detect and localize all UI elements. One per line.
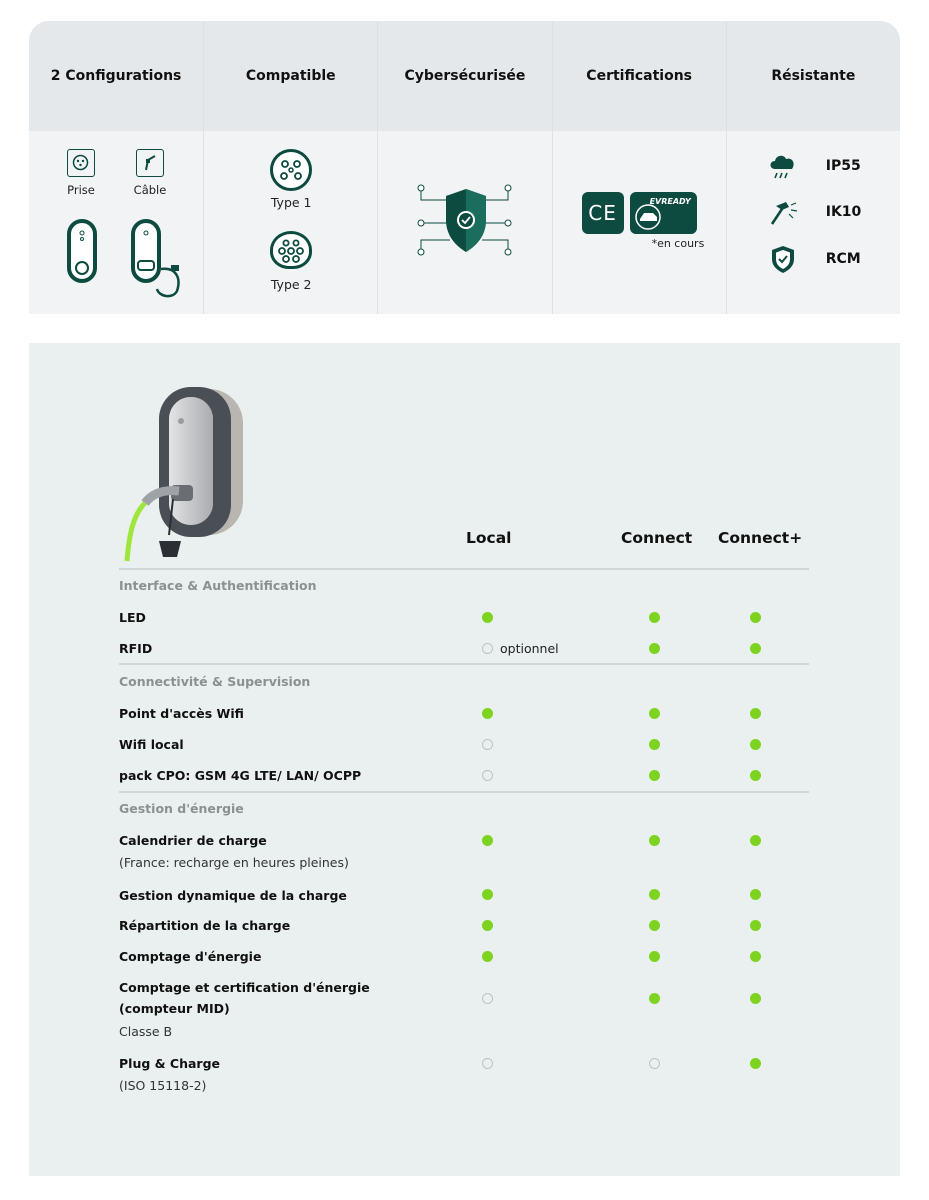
- cyber-shield-icon: [414, 184, 518, 264]
- row-rfid-label: RFID: [119, 641, 153, 656]
- status-dot-included: [750, 993, 761, 1004]
- section-title: Interface & Authentification: [119, 578, 317, 593]
- rcm-row: [767, 243, 861, 275]
- row-calendrier-sub: (France: recharge en heures pleines): [119, 855, 349, 870]
- row-comptage-mid-label-2: (compteur MID): [119, 1001, 230, 1016]
- status-dot-included: [649, 993, 660, 1004]
- status-dot-included: [750, 889, 761, 900]
- status-dot-not-included: [482, 739, 493, 750]
- header-cybersecurisee: [377, 21, 551, 131]
- status-dot-included: [750, 951, 761, 962]
- type2-label: Type 2: [270, 277, 312, 292]
- row-wifi-ap-label: Point d'accès Wifi: [119, 706, 244, 721]
- shield-check-icon: [767, 243, 799, 275]
- status-dot-included: [649, 920, 660, 931]
- status-dot-included: [750, 708, 761, 719]
- status-dot-not-included: [649, 1058, 660, 1069]
- evready-label: EVREADY: [649, 197, 691, 206]
- status-dot-not-included: [482, 770, 493, 781]
- status-dot-included: [750, 612, 761, 623]
- status-dot-included: [649, 739, 660, 750]
- resistante-cell: [726, 131, 900, 314]
- row-plug-charge-sub: (ISO 15118-2): [119, 1078, 207, 1093]
- cable-icon: [136, 149, 164, 177]
- cable-wire-icon: [147, 249, 187, 299]
- status-dot-included: [649, 708, 660, 719]
- configurations-cell: [29, 131, 203, 314]
- status-dot-included: [750, 835, 761, 846]
- status-dot-included: [750, 643, 761, 654]
- status-dot-included: [750, 920, 761, 931]
- prise-label: Prise: [67, 183, 95, 197]
- ik10-label: IK10: [825, 204, 862, 220]
- hammer-impact-icon: [767, 197, 799, 227]
- status-dot-included: [482, 889, 493, 900]
- certifications-cell: [552, 131, 726, 314]
- header-label: 2 Configurations: [50, 68, 182, 84]
- status-dot-included: [649, 770, 660, 781]
- compatible-cell: [203, 131, 377, 314]
- header-label: Compatible: [245, 68, 336, 84]
- row-comptage-mid-sub: Classe B: [119, 1024, 173, 1039]
- status-dot-included: [750, 770, 761, 781]
- row-wifi-local-label: Wifi local: [119, 737, 184, 752]
- ik10-row: [767, 197, 862, 227]
- rcm-label: RCM: [825, 251, 861, 267]
- header-compatible: [203, 21, 377, 131]
- divider: [119, 568, 809, 570]
- status-dot-optional: [482, 643, 493, 654]
- features-header: [29, 21, 900, 131]
- evready-logo-icon: [630, 192, 697, 234]
- row-gestion-dynamique-label: Gestion dynamique de la charge: [119, 888, 347, 903]
- certification-note: *en cours: [651, 237, 705, 250]
- status-dot-included: [482, 835, 493, 846]
- header-label: Cybersécurisée: [404, 68, 526, 84]
- status-dot-included: [482, 920, 493, 931]
- socket-icon: [67, 149, 95, 177]
- divider: [119, 791, 809, 793]
- features-body: [29, 131, 900, 314]
- header-configurations: [29, 21, 203, 131]
- charger-product-image: [121, 385, 251, 565]
- row-pack-cpo-label: pack CPO: GSM 4G LTE/ LAN/ OCPP: [119, 768, 362, 783]
- header-resistante: [726, 21, 900, 131]
- type2-plug-icon: [270, 231, 312, 269]
- row-plug-charge-label: Plug & Charge: [119, 1056, 220, 1071]
- section-title: Connectivité & Supervision: [119, 674, 311, 689]
- status-dot-included: [750, 739, 761, 750]
- status-dot-not-included: [482, 993, 493, 1004]
- status-dot-included: [482, 612, 493, 623]
- ip55-row: [767, 151, 861, 181]
- status-dot-included: [649, 643, 660, 654]
- comparison-panel: [29, 343, 900, 1176]
- status-dot-included: [750, 1058, 761, 1069]
- status-dot-included: [649, 612, 660, 623]
- ip55-label: IP55: [825, 158, 861, 174]
- header-certifications: [552, 21, 726, 131]
- row-repartition-label: Répartition de la charge: [119, 918, 291, 933]
- cybersecurite-cell: [377, 131, 551, 314]
- row-led-label: LED: [119, 610, 146, 625]
- rain-cloud-icon: [767, 151, 799, 181]
- row-comptage-label: Comptage d'énergie: [119, 949, 262, 964]
- header-label: Résistante: [771, 68, 856, 84]
- optional-note: optionnel: [500, 641, 559, 656]
- status-dot-included: [649, 889, 660, 900]
- status-dot-not-included: [482, 1058, 493, 1069]
- status-dot-included: [649, 951, 660, 962]
- column-connect-plus: Connect+: [718, 529, 803, 547]
- column-connect: Connect: [621, 529, 693, 547]
- features-table: [29, 21, 900, 314]
- row-comptage-mid-label: Comptage et certification d'énergie: [119, 980, 370, 995]
- status-dot-included: [649, 835, 660, 846]
- type1-label: Type 1: [270, 195, 312, 210]
- socket-charger-icon: [67, 219, 97, 283]
- divider: [119, 663, 809, 665]
- status-dot-included: [482, 708, 493, 719]
- type1-plug-icon: [270, 149, 312, 191]
- ce-mark-icon: CE: [582, 192, 624, 234]
- status-dot-included: [482, 951, 493, 962]
- header-label: Certifications: [586, 68, 692, 84]
- row-calendrier-label: Calendrier de charge: [119, 833, 267, 848]
- cable-label: Câble: [133, 183, 167, 197]
- column-local: Local: [466, 529, 512, 547]
- section-title: Gestion d'énergie: [119, 801, 244, 816]
